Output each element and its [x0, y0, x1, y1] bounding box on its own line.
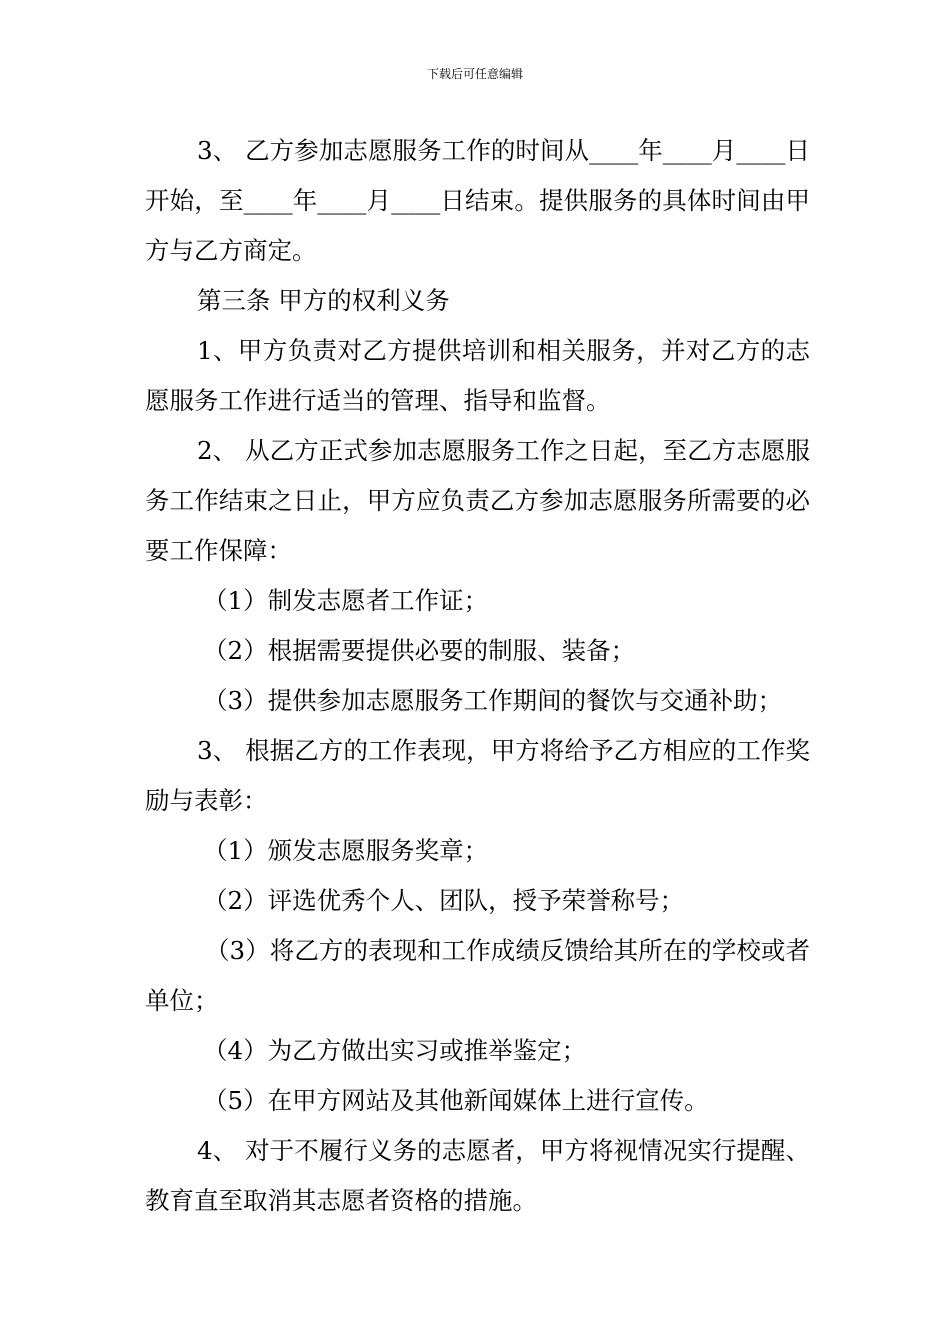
list-item-publicity: （5）在甲方网站及其他新闻媒体上进行宣传。: [203, 1086, 709, 1115]
paragraph-rewards: 3、 根据乙方的工作表现，甲方将给予乙方相应的工作奖励与表彰：: [145, 736, 810, 815]
paragraph-work-guarantee: 2、 从乙方正式参加志愿服务工作之日起，至乙方志愿服务工作结束之日止，甲方应负责乙方参加志愿服务所需要的必要工作保障：: [145, 436, 810, 565]
list-item-uniform: （2）根据需要提供必要的制服、装备；: [203, 636, 636, 665]
paragraph-training: 1、甲方负责对乙方提供培训和相关服务，并对乙方的志愿服务工作进行适当的管理、指导和监督。: [145, 336, 810, 415]
list-item-appraisal: （4）为乙方做出实习或推举鉴定；: [203, 1036, 587, 1065]
section-heading-article-3: 第三条 甲方的权利义务: [197, 286, 450, 315]
document-body: [145, 126, 810, 1226]
page-header: 下载后可任意编辑: [426, 67, 523, 81]
list-item-medal: （1）颁发志愿服务奖章；: [203, 836, 489, 865]
paragraph-service-period: 3、 乙方参加志愿服务工作的时间从____年____月____日开始，至____年____月____日结束。提供服务的具体时间由甲方与乙方商定。: [145, 136, 810, 265]
paragraph-disqualification: 4、 对于不履行义务的志愿者，甲方将视情况实行提醒、教育直至取消其志愿者资格的措施。: [145, 1136, 810, 1215]
list-item-feedback: （3）将乙方的表现和工作成绩反馈给其所在的学校或者单位；: [145, 936, 810, 1015]
list-item-honor: （2）评选优秀个人、团队，授予荣誉称号；: [203, 886, 685, 915]
list-item-subsidy: （3）提供参加志愿服务工作期间的餐饮与交通补助；: [203, 686, 783, 715]
list-item-work-card: （1）制发志愿者工作证；: [203, 586, 489, 615]
